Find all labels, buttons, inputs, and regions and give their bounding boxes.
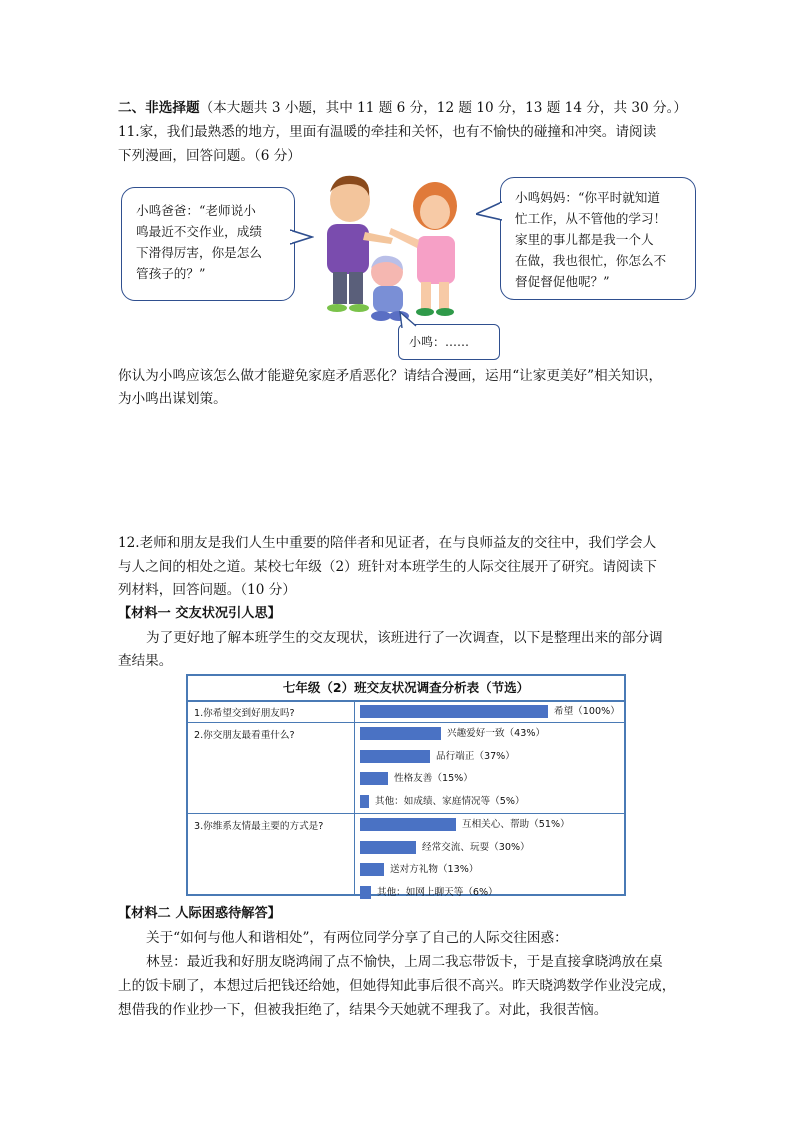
q12-stem-line1: 12.老师和朋友是我们人生中重要的陪伴者和见证者，在与良师益友的交往中，我们学会人 <box>118 535 657 551</box>
survey-bar <box>360 818 456 831</box>
survey-bar-label: 经常交流、玩耍（30%） <box>422 841 530 853</box>
material1-title: 【材料一 交友状况引人思】 <box>118 606 281 621</box>
survey-question: 3.你维系友情最主要的方式是? <box>194 821 324 832</box>
q12-stem-line2: 与人之间的相处之道。某校七年级（2）班针对本班学生的人际交往展开了研究。请阅读下 <box>118 559 657 575</box>
dad-shirt <box>327 224 369 274</box>
section-heading-line <box>118 98 687 118</box>
survey-bar <box>360 863 384 876</box>
survey-bar-label: 送对方礼物（13%） <box>390 864 479 875</box>
kid-speech-bubble <box>398 324 500 360</box>
survey-bar-label: 其他：如网上聊天等（6%） <box>377 886 498 898</box>
survey-bar <box>360 705 548 718</box>
survey-table-title: 七年级（2）班交友状况调查分析表（节选） <box>188 676 624 702</box>
material2-title: 【材料二 人际困惑待解答】 <box>118 906 281 921</box>
survey-bar <box>360 841 416 854</box>
kid-bubble-tail <box>398 310 420 328</box>
kid-speech-text: 小鸣：…… <box>409 335 470 349</box>
mom-speech-line: 家里的事儿都是我一个人 <box>515 232 654 247</box>
dad-speech-line: 鸣最近不交作业，成绩 <box>136 224 262 239</box>
dad-speech-line: 管孩子的？” <box>136 266 206 281</box>
section-note: （本大题共 3 小题，其中 11 题 6 分，12 题 10 分，13 题 14 分，共 30 分。） <box>199 100 687 116</box>
material2-para-line2: 林昱：最近我和好朋友晓鸿闹了点不愉快，上周二我忘带饭卡，于是直接拿晓鸿放在桌 <box>146 954 663 970</box>
table-row-divider <box>188 722 624 723</box>
material2-para-line4: 想借我的作业抄一下，但被我拒绝了，结果今天她就不理我了。对此，我很苦恼。 <box>118 1002 608 1018</box>
family-cartoon <box>305 172 485 332</box>
q11-stem-line2: 下列漫画，回答问题。（6 分） <box>118 148 301 164</box>
mom-speech-line: 督促督促他呢？” <box>515 274 610 289</box>
material1-para-line2: 查结果。 <box>118 653 173 669</box>
survey-bar <box>360 772 388 785</box>
mom-dress <box>417 236 455 284</box>
kid-shirt <box>373 286 403 312</box>
survey-bar-label: 希望（100%） <box>554 706 620 717</box>
survey-bar-label: 兴趣爱好一致（43%） <box>447 728 546 739</box>
material1-para-line1: 为了更好地了解本班学生的交友现状，该班进行了一次调查，以下是整理出来的部分调 <box>146 630 663 646</box>
survey-bar-label: 品行端正（37%） <box>436 750 515 762</box>
survey-table <box>186 674 626 896</box>
mom-speech-line: 在做，我也很忙，你怎么不 <box>515 253 667 268</box>
mom-speech-line: 忙工作，从不管他的学习！ <box>515 211 667 226</box>
survey-bar <box>360 795 369 808</box>
mom-head <box>420 195 450 229</box>
q12-stem-line3: 列材料，回答问题。（10 分） <box>118 582 296 598</box>
material2-para-line3: 上的饭卡刷了，本想过后把钱还给她，但她得知此事后很不高兴。昨天晓鸿数学作业没完成， <box>118 978 676 994</box>
table-row-divider <box>188 813 624 814</box>
dad-speech-line: 下滑得厉害，你是怎么 <box>136 245 262 260</box>
material2-para-line1: 关于“如何与他人和谐相处”，有两位同学分享了自己的人际交往困惑： <box>146 930 568 946</box>
survey-question: 2.你交朋友最看重什么? <box>194 730 295 741</box>
mom-speech-bubble <box>500 177 696 300</box>
dad-bubble-tail <box>290 228 314 246</box>
mom-speech-line: 小鸣妈妈：“你平时就知道 <box>515 190 660 205</box>
survey-bar-label: 其他：如成绩、家庭情况等（5%） <box>375 795 525 807</box>
dad-speech-bubble <box>121 187 295 301</box>
q11-question-line2: 为小鸣出谋划策。 <box>118 391 227 407</box>
section-heading: 二、非选择题 <box>118 100 200 116</box>
dad-speech-line: 小鸣爸爸：“老师说小 <box>136 203 256 218</box>
survey-question: 1.你希望交到好朋友吗? <box>194 708 295 719</box>
survey-bar-label: 互相关心、帮助（51%） <box>462 819 570 830</box>
survey-bar <box>360 727 441 740</box>
q11-question-line1: 你认为小鸣应该怎么做才能避免家庭矛盾恶化？请结合漫画，运用“让家更美好”相关知识， <box>118 368 663 384</box>
survey-bar <box>360 886 371 899</box>
table-column-divider <box>354 700 355 894</box>
mom-bubble-tail <box>476 200 502 222</box>
survey-bar <box>360 750 430 763</box>
q11-stem-line1: 11.家，我们最熟悉的地方，里面有温暖的牵挂和关怀，也有不愉快的碰撞和冲突。请阅读 <box>118 124 657 140</box>
survey-bar-label: 性格友善（15%） <box>394 773 473 784</box>
